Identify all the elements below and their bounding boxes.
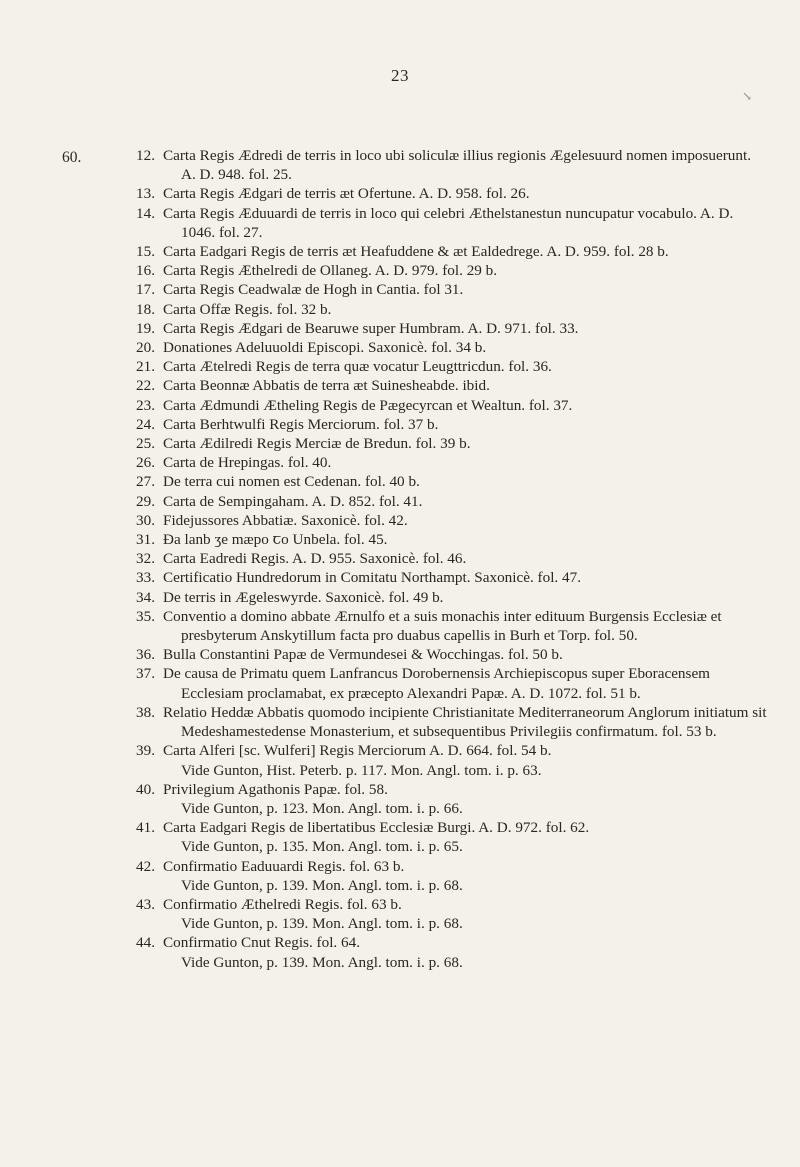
- list-item: [128, 568, 768, 587]
- entry-body: [155, 857, 768, 895]
- list-item: [128, 338, 768, 357]
- entry-number: 17.: [136, 281, 155, 299]
- entry-text: Carta Offæ Regis. fol. 32 b.: [163, 300, 332, 318]
- list-item: [128, 204, 768, 242]
- list-item: [128, 357, 768, 376]
- entry-number: 26.: [136, 454, 155, 472]
- entry-list: [128, 146, 768, 972]
- entry-reference: Vide Gunton, p. 139. Mon. Angl. tom. i. p. 68.: [181, 876, 463, 894]
- entry-number: 35.: [136, 607, 155, 625]
- list-item: [128, 607, 768, 645]
- list-item: [128, 645, 768, 664]
- entry-body: [155, 242, 768, 261]
- entry-reference: Vide Gunton, p. 135. Mon. Angl. tom. i. p. 65.: [181, 838, 463, 856]
- entry-body: [155, 588, 768, 607]
- entry-number: 33.: [136, 569, 155, 587]
- entry-body: [155, 933, 768, 971]
- entry-body: [155, 396, 768, 415]
- entry-number: 14.: [136, 204, 155, 222]
- entry-number: 41.: [136, 819, 155, 837]
- entry-body: [155, 434, 768, 453]
- list-item: [128, 780, 768, 818]
- entry-reference: Vide Gunton, p. 123. Mon. Angl. tom. i. p. 66.: [181, 799, 463, 817]
- entry-text: Confirmatio Eaduuardi Regis. fol. 63 b.: [163, 857, 405, 875]
- entry-number: 18.: [136, 300, 155, 318]
- entry-body: [155, 415, 768, 434]
- entry-text: Carta Eadredi Regis. A. D. 955. Saxonicè. fol. 46.: [163, 550, 467, 568]
- entry-number: 29.: [136, 492, 155, 510]
- entry-body: [155, 741, 768, 779]
- entry-reference: Vide Gunton, p. 139. Mon. Angl. tom. i. p. 68.: [181, 953, 463, 971]
- entry-number: 44.: [136, 934, 155, 952]
- entry-number: 13.: [136, 185, 155, 203]
- entry-number: 40.: [136, 780, 155, 798]
- list-item: [128, 242, 768, 261]
- entry-text: Carta Ætelredi Regis de terra quæ vocatur Leugttricdun. fol. 36.: [163, 358, 552, 376]
- entry-body: [155, 357, 768, 376]
- entry-number: 21.: [136, 358, 155, 376]
- entry-text: Donationes Adeluuoldi Episcopi. Saxonicè. fol. 34 b.: [163, 339, 487, 357]
- list-item: [128, 511, 768, 530]
- entry-text: Carta Regis Æduuardi de terris in loco qui celebri Æthelstanestun nuncupatur vocabulo. A. D. 1046. fol. 27.: [163, 204, 734, 241]
- entry-body: [155, 568, 768, 587]
- entry-text: Confirmatio Æthelredi Regis. fol. 63 b.: [163, 895, 402, 913]
- entry-text: Conventio a domino abbate Ærnulfo et a suis monachis inter edituum Burgensis Ecclesiæ et presbyterum Anskytillum facta pro duabus capellis in Burh et Torp. fol. 50.: [163, 607, 722, 645]
- entry-text: Carta Regis Ædgari de terris æt Ofertune. A. D. 958. fol. 26.: [163, 185, 530, 203]
- list-item: [128, 472, 768, 491]
- entry-body: [155, 204, 768, 242]
- entry-number: 25.: [136, 435, 155, 453]
- list-item: [128, 396, 768, 415]
- list-item: [128, 530, 768, 549]
- entry-body: [155, 376, 768, 395]
- entry-body: [155, 280, 768, 299]
- list-item: [128, 261, 768, 280]
- entry-number: 15.: [136, 243, 155, 261]
- entry-reference: Vide Gunton, Hist. Peterb. p. 117. Mon. Angl. tom. i. p. 63.: [181, 761, 542, 779]
- list-item: [128, 818, 768, 856]
- entry-text: De causa de Primatu quem Lanfrancus Dorobernensis Archiepiscopus super Eboracensem Ecclesiam proclamabat, ex præcepto Alexandri Papæ. A. D. 1072. fol. 51 b.: [163, 665, 710, 702]
- entry-body: [155, 703, 768, 741]
- list-item: [128, 376, 768, 395]
- entry-number: 32.: [136, 550, 155, 568]
- entry-text: Carta Regis Ceadwalæ de Hogh in Cantia. fol 31.: [163, 281, 464, 299]
- entry-text: Carta de Hrepingas. fol. 40.: [163, 454, 332, 472]
- entry-body: [155, 492, 768, 511]
- entry-number: 19.: [136, 319, 155, 337]
- entry-body: [155, 453, 768, 472]
- entry-body: [155, 607, 768, 645]
- list-item: [128, 492, 768, 511]
- entry-body: [155, 664, 768, 702]
- entry-number: 37.: [136, 665, 155, 683]
- entry-number: 20.: [136, 339, 155, 357]
- entry-text: Bulla Constantini Papæ de Vermundesei & Wocchingas. fol. 50 b.: [163, 646, 563, 664]
- list-item: [128, 146, 768, 184]
- entry-text: Carta Regis Æthelredi de Ollaneg. A. D. 979. fol. 29 b.: [163, 262, 498, 280]
- entry-body: [155, 549, 768, 568]
- entry-text: Carta Regis Ædgari de Bearuwe super Humbram. A. D. 971. fol. 33.: [163, 319, 579, 337]
- entry-text: Carta Eadgari Regis de terris æt Heafuddene & æt Ealdedrege. A. D. 959. fol. 28 b.: [163, 243, 669, 261]
- entry-reference: Vide Gunton, p. 139. Mon. Angl. tom. i. p. 68.: [181, 915, 463, 933]
- entry-number: 23.: [136, 396, 155, 414]
- entry-text: Relatio Heddæ Abbatis quomodo incipiente Christianitate Mediterraneorum Anglorum initiatum sit Medeshamestedense Monasterium, et subsequentibus Privilegiis confirmatum. fol. 53 b.: [163, 703, 767, 741]
- entry-text: Confirmatio Cnut Regis. fol. 64.: [163, 934, 361, 952]
- entry-body: [155, 338, 768, 357]
- list-item: [128, 280, 768, 299]
- entry-body: [155, 818, 768, 856]
- entry-text: De terra cui nomen est Cedenan. fol. 40 b.: [163, 473, 420, 491]
- entry-body: [155, 184, 768, 203]
- entry-text: Carta de Sempingaham. A. D. 852. fol. 41.: [163, 492, 423, 510]
- entry-body: [155, 472, 768, 491]
- entry-text: Carta Berhtwulfi Regis Merciorum. fol. 37 b.: [163, 415, 439, 433]
- entry-text: Fidejussores Abbatiæ. Saxonicè. fol. 42.: [163, 511, 408, 529]
- entry-text: Carta Ædmundi Ætheling Regis de Pægecyrcan et Wealtun. fol. 37.: [163, 396, 573, 414]
- entry-number: 38.: [136, 703, 155, 721]
- entry-text: Privilegium Agathonis Papæ. fol. 58.: [163, 780, 388, 798]
- list-item: [128, 588, 768, 607]
- entry-text: Carta Ædilredi Regis Merciæ de Bredun. fol. 39 b.: [163, 435, 471, 453]
- list-item: [128, 703, 768, 741]
- entry-text: De terris in Ægeleswyrde. Saxonicè. fol. 49 b.: [163, 588, 444, 606]
- entry-number: 12.: [136, 147, 155, 164]
- entry-number: 43.: [136, 895, 155, 913]
- list-item: [128, 664, 768, 702]
- entry-text: Carta Regis Ædredi de terris in loco ubi soliculæ illius regionis Ægelesuurd nomen imposuerunt. A. D. 948. fol. 25.: [163, 147, 752, 184]
- list-item: [128, 549, 768, 568]
- entry-text: Carta Beonnæ Abbatis de terra æt Suinesheabde. ibid.: [163, 377, 490, 395]
- entry-number: 36.: [136, 646, 155, 664]
- list-item: [128, 895, 768, 933]
- margin-item-number: 60.: [62, 149, 82, 166]
- list-item: [128, 453, 768, 472]
- entry-number: 16.: [136, 262, 155, 280]
- entry-number: 24.: [136, 415, 155, 433]
- list-item: [128, 857, 768, 895]
- list-item: [128, 741, 768, 779]
- entry-body: [155, 645, 768, 664]
- entry-text: Carta Eadgari Regis de libertatibus Ecclesiæ Burgi. A. D. 972. fol. 62.: [163, 819, 590, 837]
- entry-number: 39.: [136, 742, 155, 760]
- list-item: [128, 184, 768, 203]
- entry-number: 22.: [136, 377, 155, 395]
- entry-body: [155, 300, 768, 319]
- list-item: [128, 434, 768, 453]
- entry-body: [155, 780, 768, 818]
- entry-number: 30.: [136, 511, 155, 529]
- entry-number: 27.: [136, 473, 155, 491]
- corner-mark: ↘: [742, 89, 753, 103]
- entry-body: [155, 146, 768, 184]
- list-item: [128, 300, 768, 319]
- entry-body: [155, 530, 768, 549]
- list-item: [128, 933, 768, 971]
- entry-body: [155, 261, 768, 280]
- entry-text: Ða lanb ʒe mæpo ꞇo Unbela. fol. 45.: [163, 531, 388, 549]
- entry-number: 34.: [136, 588, 155, 606]
- list-item: [128, 415, 768, 434]
- entry-text: Carta Alferi [sc. Wulferi] Regis Merciorum A. D. 664. fol. 54 b.: [163, 742, 552, 760]
- page-number: 23: [391, 66, 409, 85]
- entry-body: [155, 895, 768, 933]
- entry-number: 42.: [136, 857, 155, 875]
- list-item: [128, 319, 768, 338]
- entry-text: Certificatio Hundredorum in Comitatu Northampt. Saxonicè. fol. 47.: [163, 569, 581, 587]
- entry-body: [155, 511, 768, 530]
- entry-number: 31.: [136, 531, 155, 549]
- entry-body: [155, 319, 768, 338]
